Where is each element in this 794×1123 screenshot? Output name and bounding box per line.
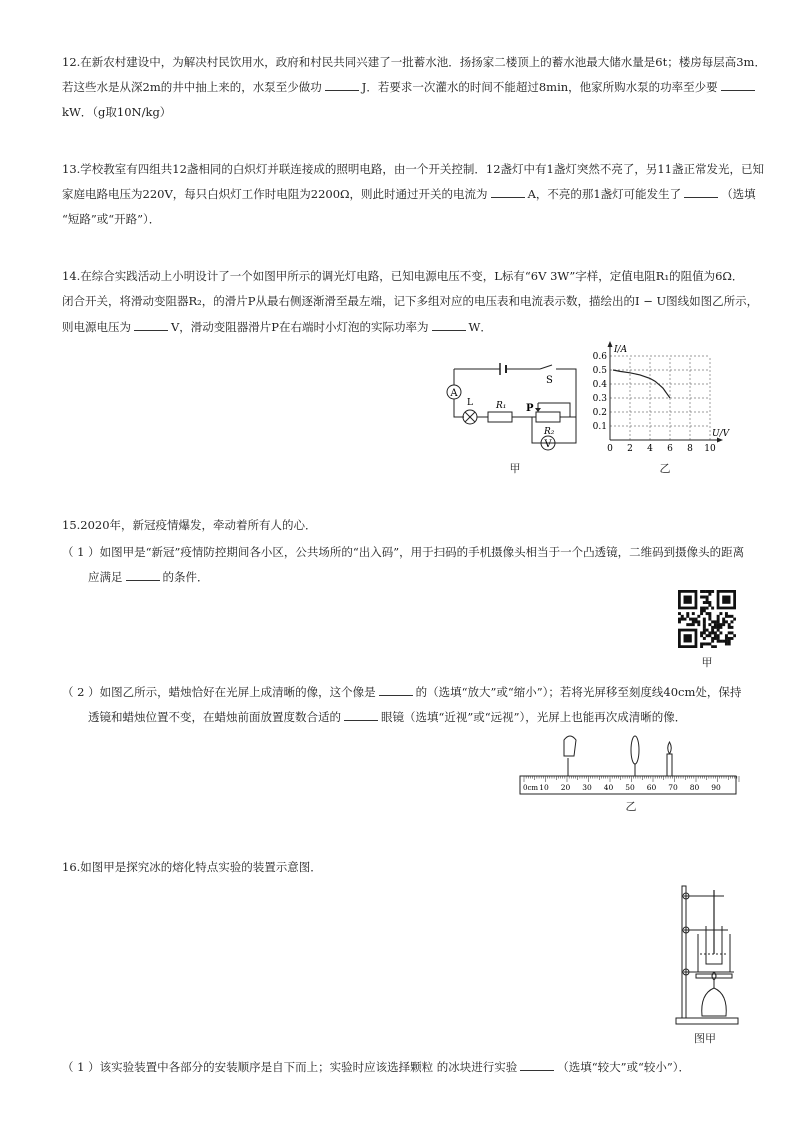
qr-module [706, 612, 709, 615]
qr-module [728, 640, 731, 643]
q15-p1-line2 [88, 570, 209, 584]
y-axis-arrow [608, 341, 613, 347]
bench-tick-label: 70 [668, 783, 678, 792]
qr-module [714, 620, 717, 623]
switch-label: S [546, 375, 553, 386]
qr-module [711, 640, 714, 643]
bench-caption: 乙 [625, 800, 637, 813]
qr-module [717, 623, 720, 626]
q15-text-c: （ 2 ）如图乙所示，蜡烛恰好在光屏上成清晰的像，这个像是 [62, 685, 376, 699]
qr-module [703, 609, 706, 612]
q15-text-d: 的（选填“放大”或“缩小”）；若将光屏移至刻度线40cm处，保持 [415, 685, 742, 699]
x-tick-label: 4 [647, 444, 653, 454]
qr-module [700, 645, 703, 648]
q15-text-f: 眼镜（选填“近视”或“远视”），光屏上也能再次成清晰的像． [381, 710, 687, 724]
qr-module [708, 618, 711, 621]
qr-module [717, 615, 720, 618]
qr-module [719, 612, 722, 615]
voltmeter-label: V [544, 439, 552, 450]
rheostat-r2 [536, 412, 560, 422]
stand-base [676, 1018, 738, 1024]
q16-text-a: （ 1 ）该实验装置中各部分的安装顺序是自下而上；实验时应该选择颗粒 的冰块进行实验 [62, 1060, 518, 1074]
q14-blank-1[interactable] [134, 320, 168, 331]
qr-module [706, 596, 709, 599]
qr-module [706, 629, 709, 632]
qr-module [725, 642, 728, 645]
qr-module [714, 626, 717, 629]
qr-module [711, 629, 714, 632]
x-tick-label: 2 [627, 444, 633, 454]
bench-tick-label: 0cm [523, 784, 539, 792]
slider-p-label: P [526, 403, 534, 414]
qr-module [728, 637, 731, 640]
qr-module [689, 623, 692, 626]
qr-module [695, 618, 698, 621]
qr-module [728, 615, 731, 618]
r1-label: R₁ [496, 401, 507, 411]
qr-module [730, 637, 733, 640]
screen-shape [564, 736, 576, 756]
y-tick-label: 0.2 [592, 408, 607, 418]
x-tick-label: 10 [704, 444, 716, 454]
qr-module [700, 590, 703, 593]
y-tick-label: 0.6 [592, 352, 607, 362]
qr-module [733, 634, 736, 637]
qr-module [714, 645, 717, 648]
y-axis-label: I/A [614, 345, 628, 355]
qr-module [725, 637, 728, 640]
bench-tick-label: 50 [625, 783, 635, 792]
q14-line1: 14.在综合实践活动上小明设计了一个如图甲所示的调光灯电路，已知电源电压不变，L标有“6V 3W”字样，定值电阻R₁的阻值为6Ω． [62, 269, 744, 283]
qr-module [678, 618, 681, 621]
q14-line2: 闭合开关，将滑动变阻器R₂，的滑片P从最右侧逐渐滑至最左端，记下多组对应的电压表和电流表示数，描绘出的I − U图线如图乙所示， [62, 294, 759, 308]
qr-module [681, 618, 684, 621]
x-tick-label: 8 [687, 444, 693, 454]
qr-module [711, 645, 714, 648]
qr-module [708, 634, 711, 637]
q13-text-c: （选填 [721, 187, 756, 201]
q14-text-a: 则电源电压为 [62, 320, 131, 334]
qr-module [725, 615, 728, 618]
qr-module [725, 634, 728, 637]
q16-p1-line [62, 1060, 690, 1074]
qr-module [725, 612, 728, 615]
qr-module [703, 626, 706, 629]
qr-module [686, 623, 689, 626]
qr-module [695, 620, 698, 623]
qr-module [692, 620, 695, 623]
q12-line2 [62, 80, 758, 94]
y-tick-label: 0.3 [592, 394, 607, 404]
ammeter-label: A [450, 388, 458, 399]
qr-finder-core [684, 634, 692, 642]
y-tick-label: 0.1 [592, 422, 607, 432]
qr-module [697, 623, 700, 626]
qr-module [700, 607, 703, 610]
q15-blank-3[interactable] [344, 710, 378, 721]
x-tick-label: 0 [607, 444, 613, 454]
q13-blank-1[interactable] [491, 187, 525, 198]
qr-module [730, 626, 733, 629]
qr-module [733, 618, 736, 621]
circuit-diagram [440, 355, 590, 460]
qr-finder-core [722, 596, 730, 604]
qr-module [703, 607, 706, 610]
qr-module [719, 631, 722, 634]
q13-blank-2[interactable] [684, 187, 718, 198]
resistor-r1 [488, 412, 512, 422]
iu-curve [613, 370, 670, 398]
qr-module [719, 623, 722, 626]
q12-line3: kW．（g取10N/kg） [62, 105, 172, 119]
q14-text-b: V，滑动变阻器滑片P在右端时小灯泡的实际功率为 [171, 320, 429, 334]
optical-bench [518, 728, 740, 798]
qr-module [717, 634, 720, 637]
q13-line3: “短路”或“开路”）． [62, 212, 161, 226]
lens-shape [631, 736, 639, 764]
qr-finder-core [684, 596, 692, 604]
qr-module [708, 615, 711, 618]
q16-line1: 16.如图甲是探究冰的熔化特点实验的装置示意图． [62, 860, 322, 874]
qr-module [714, 623, 717, 626]
qr-module [700, 609, 703, 612]
qr-module [678, 620, 681, 623]
qr-module [708, 631, 711, 634]
qr-module [703, 601, 706, 604]
q14-text-c: W． [468, 320, 492, 334]
y-tick-label: 0.5 [592, 366, 607, 376]
qr-module [703, 629, 706, 632]
qr-module [706, 634, 709, 637]
qr-module [728, 631, 731, 634]
q12-blank-2[interactable] [721, 80, 755, 91]
qr-module [714, 634, 717, 637]
qr-module [717, 620, 720, 623]
qr-module [681, 615, 684, 618]
qr-module [708, 612, 711, 615]
qr-module [728, 623, 731, 626]
qr-module [711, 637, 714, 640]
y-tick-label: 0.4 [592, 380, 607, 390]
iu-chart [590, 340, 740, 458]
q14-line3 [62, 320, 492, 334]
candle-shape [667, 754, 672, 776]
qr-module [711, 620, 714, 623]
qr-module [684, 618, 687, 621]
q15-line1: 15.2020年，新冠疫情爆发，牵动着所有人的心． [62, 518, 317, 532]
q15-blank-2[interactable] [379, 685, 413, 696]
circuit-caption: 甲 [509, 462, 521, 475]
qr-module [697, 620, 700, 623]
qr-module [711, 626, 714, 629]
qr-module [717, 640, 720, 643]
q13-text-b: A，不亮的那1盏灯可能发生了 [527, 187, 682, 201]
q13-line1: 13.学校教室有四组共12盏相同的白炽灯并联连接成的照明电路，由一个开关控制．12盏灯中有1盏灯突然不亮了，另11盏正常发光，已知 [62, 162, 764, 176]
qr-module [714, 631, 717, 634]
qr-module [697, 615, 700, 618]
qr-module [692, 612, 695, 615]
bench-tick-label: 40 [603, 783, 614, 792]
qr-module [700, 631, 703, 634]
qr-module [722, 618, 725, 621]
bench-tick-label: 20 [560, 783, 571, 792]
qr-module [692, 623, 695, 626]
qr-module [703, 590, 706, 593]
alcohol-lamp [702, 988, 727, 1016]
qr-module [689, 618, 692, 621]
qr-module [700, 634, 703, 637]
qr-module [703, 637, 706, 640]
qr-module [706, 598, 709, 601]
qr-module [711, 607, 714, 610]
qr-module [703, 623, 706, 626]
qr-module [692, 618, 695, 621]
qr-module [722, 640, 725, 643]
qr-module [708, 601, 711, 604]
qr-module [728, 626, 731, 629]
q12-blank-1[interactable] [325, 80, 359, 91]
qr-code-image [678, 590, 736, 648]
x-axis-label: U/V [712, 429, 730, 439]
melting-apparatus [672, 876, 744, 1026]
qr-module [714, 637, 717, 640]
x-tick-label: 6 [667, 444, 673, 454]
qr-module [708, 593, 711, 596]
q14-blank-2[interactable] [432, 320, 466, 331]
qr-module [706, 601, 709, 604]
qr-module [706, 607, 709, 610]
qr-module [708, 642, 711, 645]
q15-p1-line1: （ 1 ）如图甲是“新冠”疫情防控期间各小区，公共场所的“出入码”，用于扫码的手机摄像头相当于一个凸透镜，二维码到摄像头的距离 [62, 545, 745, 559]
q16-text-b: （选填“较大”或“较小”）． [557, 1060, 691, 1074]
qr-module [708, 604, 711, 607]
flame-shape [668, 742, 672, 754]
qr-module [730, 631, 733, 634]
qr-module [708, 623, 711, 626]
stand-rod [682, 886, 686, 1018]
qr-module [717, 618, 720, 621]
bench-tick-label: 30 [582, 783, 592, 792]
qr-module [700, 612, 703, 615]
qr-module [722, 620, 725, 623]
qr-module [711, 590, 714, 593]
qr-module [730, 620, 733, 623]
q15-blank-1[interactable] [126, 570, 160, 581]
qr-module [700, 596, 703, 599]
q12-text-b: J．若要求一次灌水的时间不能超过8min，他家所购水泵的功率至少要 [361, 80, 718, 94]
qr-module [725, 620, 728, 623]
qr-module [708, 590, 711, 593]
bench-tick-label: 60 [646, 783, 657, 792]
chart-caption: 乙 [659, 462, 671, 475]
qr-module [717, 626, 720, 629]
qr-module [686, 612, 689, 615]
qr-module [700, 642, 703, 645]
q13-line2 [62, 187, 756, 201]
qr-module [719, 640, 722, 643]
r2-label: R₂ [544, 427, 555, 437]
q15-text-b: 的条件． [162, 570, 209, 584]
qr-module [730, 615, 733, 618]
qr-module [703, 620, 706, 623]
bench-tick-label: 10 [539, 783, 549, 792]
q15-p2-line1 [62, 685, 741, 699]
qr-module [703, 631, 706, 634]
q15-text-a: 应满足 [88, 570, 123, 584]
qr-module [703, 618, 706, 621]
q15-p2-line2 [88, 710, 686, 724]
q12-text-a: 若这些水是从深2m的井中抽上来的，水泵至少做功 [62, 80, 322, 94]
q16-blank-1[interactable] [520, 1060, 554, 1071]
qr-module [722, 623, 725, 626]
lamp-label: L [467, 398, 473, 408]
apparatus-caption: 图甲 [694, 1032, 716, 1045]
qr-module [717, 629, 720, 632]
qr-module [706, 642, 709, 645]
qr-caption: 甲 [701, 656, 713, 669]
qr-module [728, 642, 731, 645]
qr-module [678, 612, 681, 615]
qr-module [725, 640, 728, 643]
qr-module [706, 590, 709, 593]
q13-text-a: 家庭电路电压为220V，每只白炽灯工作时电阻为2200Ω，则此时通过开关的电流为 [62, 187, 488, 201]
q12-line1: 12.在新农村建设中，为解决村民饮用水，政府和村民共同兴建了一批蓄水池．扬扬家二楼顶上的蓄水池最大储水量是6t；楼房每层高3m． [62, 55, 766, 69]
lamp-flame [712, 972, 716, 980]
qr-module [703, 642, 706, 645]
qr-module [711, 631, 714, 634]
qr-module [719, 626, 722, 629]
qr-module [686, 615, 689, 618]
qr-module [717, 637, 720, 640]
bench-tick-label: 90 [711, 783, 721, 792]
q15-text-e: 透镜和蜡烛位置不变，在蜡烛前面放置度数合适的 [88, 710, 341, 724]
qr-module [703, 596, 706, 599]
bench-tick-label: 80 [689, 783, 700, 792]
